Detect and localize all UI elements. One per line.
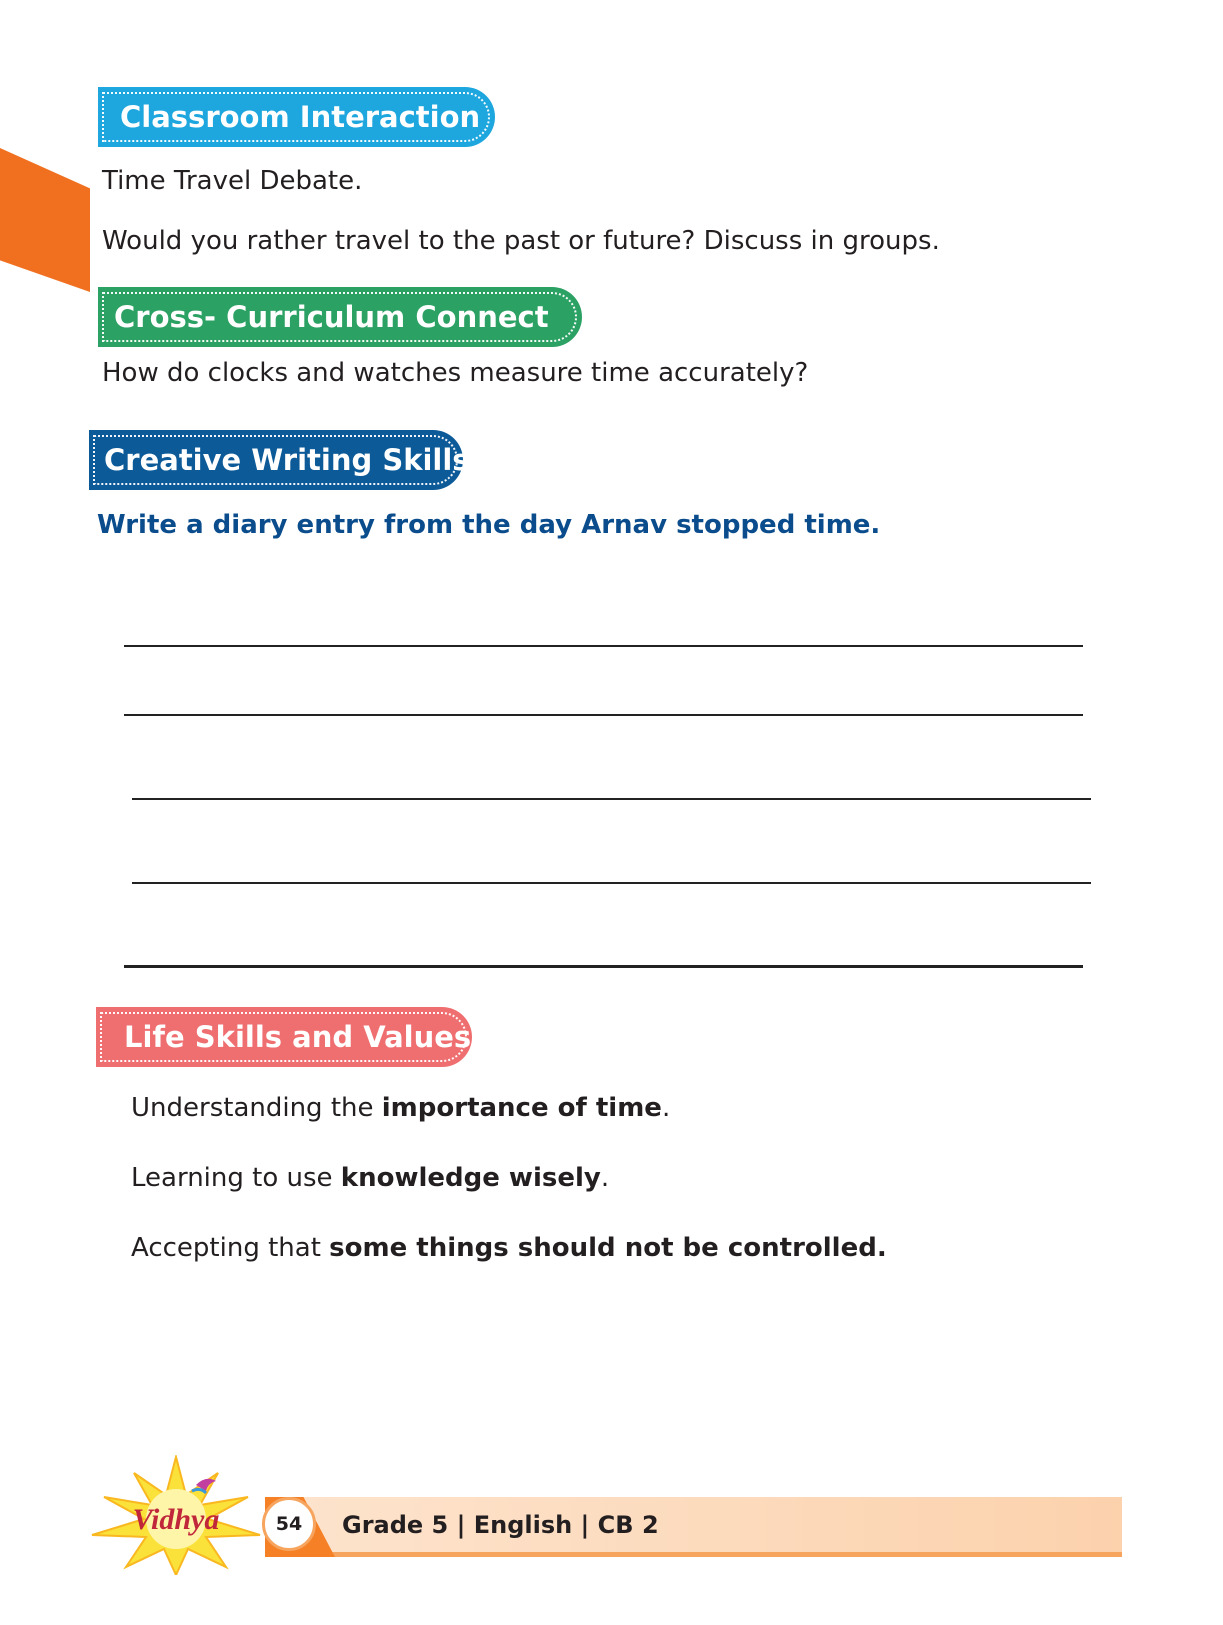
bird-icon xyxy=(192,1479,216,1493)
creative-writing-prompt: Write a diary entry from the day Arnav stopped time. xyxy=(97,510,881,540)
vidhya-logo xyxy=(88,1455,263,1575)
life-skill-item: Learning to use knowledge wisely. xyxy=(131,1163,610,1193)
classroom-line-1: Time Travel Debate. xyxy=(102,166,363,196)
corner-tab-decoration xyxy=(0,148,90,292)
heading-label: Classroom Interaction xyxy=(120,100,481,134)
heading-label: Cross- Curriculum Connect xyxy=(114,300,549,334)
logo-text: Vidhya xyxy=(132,1503,220,1536)
cross-line-1: How do clocks and watches measure time accurately? xyxy=(102,358,809,388)
cross-curriculum-heading xyxy=(98,287,582,347)
life-skill-item: Accepting that some things should not be controlled. xyxy=(131,1233,887,1263)
classroom-interaction-heading xyxy=(98,87,495,147)
writing-line xyxy=(124,965,1083,968)
footer-label: Grade 5 | English | CB 2 xyxy=(342,1511,659,1539)
heading-label: Life Skills and Values xyxy=(124,1020,472,1054)
life-skills-heading xyxy=(96,1007,472,1067)
classroom-line-2: Would you rather travel to the past or future? Discuss in groups. xyxy=(102,226,940,256)
writing-line xyxy=(124,645,1083,647)
writing-line xyxy=(132,882,1091,884)
creative-writing-heading xyxy=(89,430,470,490)
heading-label: Creative Writing Skills xyxy=(104,443,470,477)
writing-line xyxy=(124,714,1083,716)
life-skill-item: Understanding the importance of time. xyxy=(131,1093,671,1123)
page-number: 54 xyxy=(262,1497,316,1551)
writing-line xyxy=(132,798,1091,800)
